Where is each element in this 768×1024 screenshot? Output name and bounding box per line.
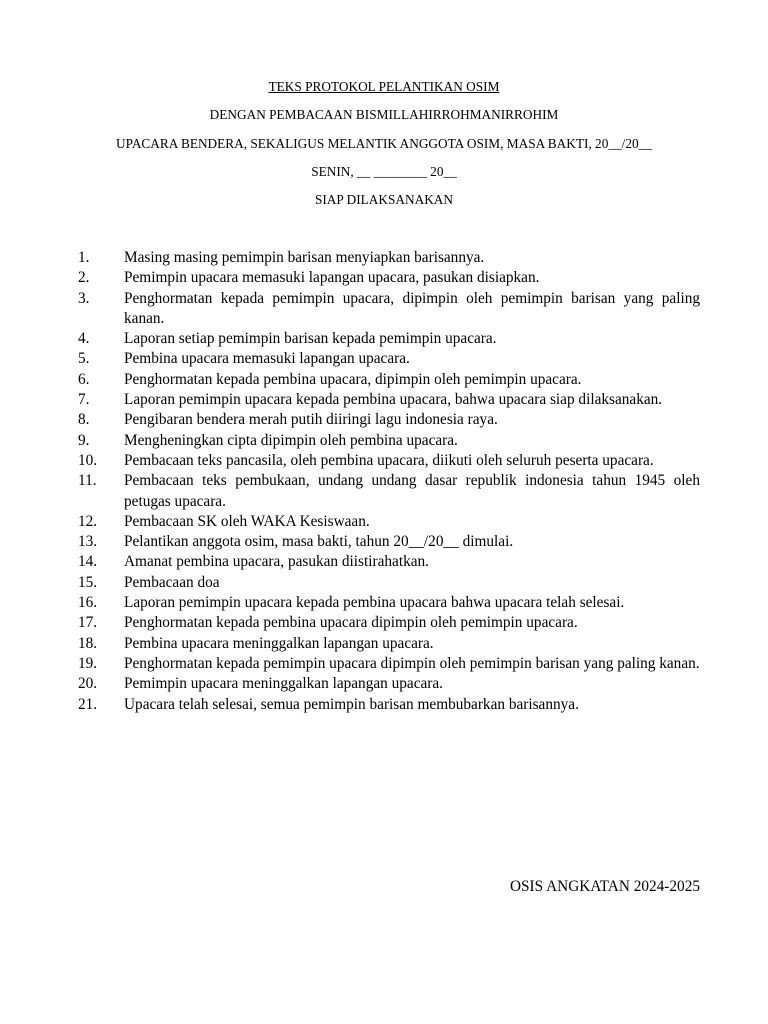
list-item-number: 5.	[78, 350, 90, 368]
document-title: TEKS PROTOKOL PELANTIKAN OSIM	[268, 79, 500, 94]
list-item	[78, 613, 700, 633]
list-item-text: Penghormatan kepada pemimpin upacara, dipimpin oleh pemimpin barisan yang paling kanan.	[124, 289, 700, 327]
list-item	[78, 593, 700, 613]
list-item-text: Penghormatan kepada pembina upacara dipimpin oleh pemimpin upacara.	[124, 614, 578, 632]
list-item-text: Pelantikan anggota osim, masa bakti, tahun 20__/20__ dimulai.	[124, 533, 514, 551]
list-item	[78, 695, 700, 715]
list-item-number: 15.	[78, 573, 98, 591]
list-item-number: 1.	[78, 249, 90, 266]
list-item-text: Pembacaan teks pancasila, oleh pembina upacara, diikuti oleh seluruh peserta upacara.	[124, 451, 654, 469]
list-item-number: 14.	[78, 553, 98, 571]
list-item-number: 12.	[78, 512, 98, 530]
list-item-text: Penghormatan kepada pemimpin upacara dipimpin oleh pemimpin barisan yang paling kanan.	[124, 654, 700, 672]
list-item-text: Pembacaan teks pembukaan, undang undang dasar republik indonesia tahun 1945 oleh petugas upacara.	[124, 472, 700, 510]
list-item	[78, 390, 700, 410]
list-item	[78, 532, 700, 552]
list-item	[78, 329, 700, 349]
list-item	[78, 451, 700, 471]
list-item-number: 7.	[78, 391, 90, 409]
list-item-text: Pembina upacara memasuki lapangan upacara.	[124, 350, 410, 368]
list-item	[78, 248, 700, 268]
list-item	[78, 471, 700, 512]
list-item	[78, 654, 700, 674]
list-item-text: Laporan pemimpin upacara kepada pembina upacara bahwa upacara telah selesai.	[124, 594, 625, 612]
list-item-number: 18.	[78, 634, 98, 652]
list-item-number: 21.	[78, 695, 98, 713]
list-item	[78, 573, 700, 593]
list-item-text: Upacara telah selesai, semua pemimpin barisan membubarkan barisannya.	[124, 695, 579, 713]
list-item-text: Pemimpin upacara memasuki lapangan upacara, pasukan disiapkan.	[124, 269, 540, 287]
protocol-steps-list	[78, 248, 700, 715]
list-item-text: Mengheningkan cipta dipimpin oleh pembina upacara.	[124, 431, 458, 449]
list-item-number: 3.	[78, 289, 90, 307]
list-item-text: Pembina upacara meninggalkan lapangan upacara.	[124, 634, 434, 652]
list-item-text: Pengibaran bendera merah putih diiringi lagu indonesia raya.	[124, 411, 498, 429]
list-item-number: 11.	[78, 472, 97, 490]
header-line-2: DENGAN PEMBACAAN BISMILLAHIRROHMANIRROHIM	[209, 107, 559, 122]
list-item	[78, 552, 700, 572]
list-item-text: Penghormatan kepada pembina upacara, dipimpin oleh pemimpin upacara.	[124, 370, 582, 388]
list-item-number: 16.	[78, 594, 98, 612]
list-item	[78, 370, 700, 390]
list-item-number: 9.	[78, 431, 90, 449]
list-item	[78, 410, 700, 430]
list-item	[78, 512, 700, 532]
list-item-number: 10.	[78, 451, 98, 469]
list-item-text: Laporan setiap pemimpin barisan kepada pemimpin upacara.	[124, 330, 497, 348]
list-item-text: Pembacaan SK oleh WAKA Kesiswaan.	[124, 512, 370, 530]
list-item-text: Pembacaan doa	[124, 573, 220, 591]
list-item-text: Amanat pembina upacara, pasukan diistirahatkan.	[124, 553, 429, 571]
header-date-line: SENIN, __ ________ 20__	[311, 164, 457, 179]
list-item	[78, 674, 700, 694]
list-item-number: 20.	[78, 675, 98, 693]
list-item-text: Laporan pemimpin upacara kepada pembina upacara, bahwa upacara siap dilaksanakan.	[124, 391, 663, 409]
list-item-text: Masing masing pemimpin barisan menyiapkan barisannya.	[124, 249, 485, 266]
list-item	[78, 289, 700, 330]
list-item	[78, 634, 700, 654]
list-item-number: 13.	[78, 533, 98, 551]
header-line-5: SIAP DILAKSANAKAN	[314, 192, 454, 207]
header-line-3: UPACARA BENDERA, SEKALIGUS MELANTIK ANGGOTA OSIM, MASA BAKTI, 20__/20__	[116, 136, 652, 151]
list-item-number: 8.	[78, 411, 90, 429]
list-item	[78, 268, 700, 288]
list-item-number: 19.	[78, 654, 98, 672]
list-item-number: 17.	[78, 614, 98, 632]
list-item-number: 4.	[78, 330, 90, 348]
footer-signature: OSIS ANGKATAN 2024-2025	[510, 878, 700, 895]
list-item	[78, 431, 700, 451]
list-item	[78, 349, 700, 369]
list-item-number: 6.	[78, 370, 90, 388]
list-item-text: Pemimpin upacara meninggalkan lapangan upacara.	[124, 675, 443, 693]
list-item-number: 2.	[78, 269, 90, 287]
